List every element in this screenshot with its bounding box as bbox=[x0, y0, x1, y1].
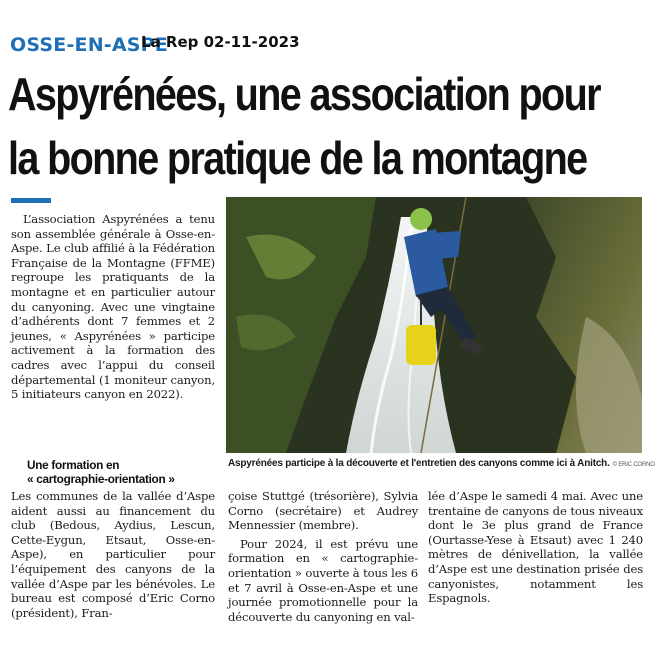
article-photo bbox=[226, 197, 642, 453]
subheading-line-1: Une formation en bbox=[27, 458, 120, 472]
intro-paragraph bbox=[11, 212, 215, 402]
body-column-2: çoise Stuttgé (trésorière), Sylvia Corno (secrétaire) et Audrey Mennessier (membre). Pour 2024, il est prévu une formation en « cartographie-orientation » ouverte à tous les 6 et 7 avril à Osse-en-Aspe et une journée promotionnelle pour la découverte du canyoning en val- bbox=[228, 489, 418, 624]
photo-caption bbox=[228, 458, 655, 469]
accent-bar bbox=[11, 198, 51, 203]
subheading bbox=[27, 458, 217, 486]
photo-credit: © ERIC CORNO bbox=[612, 462, 655, 468]
canyoning-photo bbox=[226, 197, 642, 453]
body-column-1: Les communes de la vallée d’Aspe aident aussi au financement du club (Bedous, Aydius, Lescun, Cette-Eygun, Etsaut, Osse-en-Aspe), en particulier pour l’équipement des canyons de la vallée d’Aspe par les bénévoles. Le bureau est composé d’Eric Corno (président), Fran- bbox=[11, 489, 215, 620]
body-column-3: lée d’Aspe le samedi 4 mai. Avec une trentaine de canyons de tous niveaux dont le 3e plus grand de France (Ourtasse-Yese à Etsaut) avec 1 240 mètres de dénivellation, la vallée d’Aspe est une destination prisée des canyonistes, notamment les Espagnols. bbox=[428, 489, 643, 606]
section-kicker: OSSE-EN-ASPE bbox=[10, 34, 168, 56]
headline-line-1: Aspyrénées, une association pour bbox=[8, 68, 600, 120]
subheading-line-2: « cartographie-orientation » bbox=[27, 472, 175, 486]
caption-text: Aspyrénées participe à la découverte et l'entretien des canyons comme ici à Anitch. bbox=[228, 458, 610, 469]
source-date: La Rep 02-11-2023 bbox=[141, 33, 300, 51]
intro-text: L’association Aspyrénées a tenu son assemblée générale à Osse-en-Aspe. Le club affilié à la Fédération Française de la Montagne (FFME) regroupe les pratiquants de la montagne et en particulier autour du canyoning. Avec une vingtaine d’adhérents dont 7 femmes et 2 jeunes, « Aspyrénées » participe activement à la formation des cadres avec l’appui du conseil départemental (1 moniteur canyon, 5 initiateurs canyon en 2022). bbox=[11, 212, 215, 402]
headline-line-2: la bonne pratique de la montagne bbox=[8, 132, 587, 184]
